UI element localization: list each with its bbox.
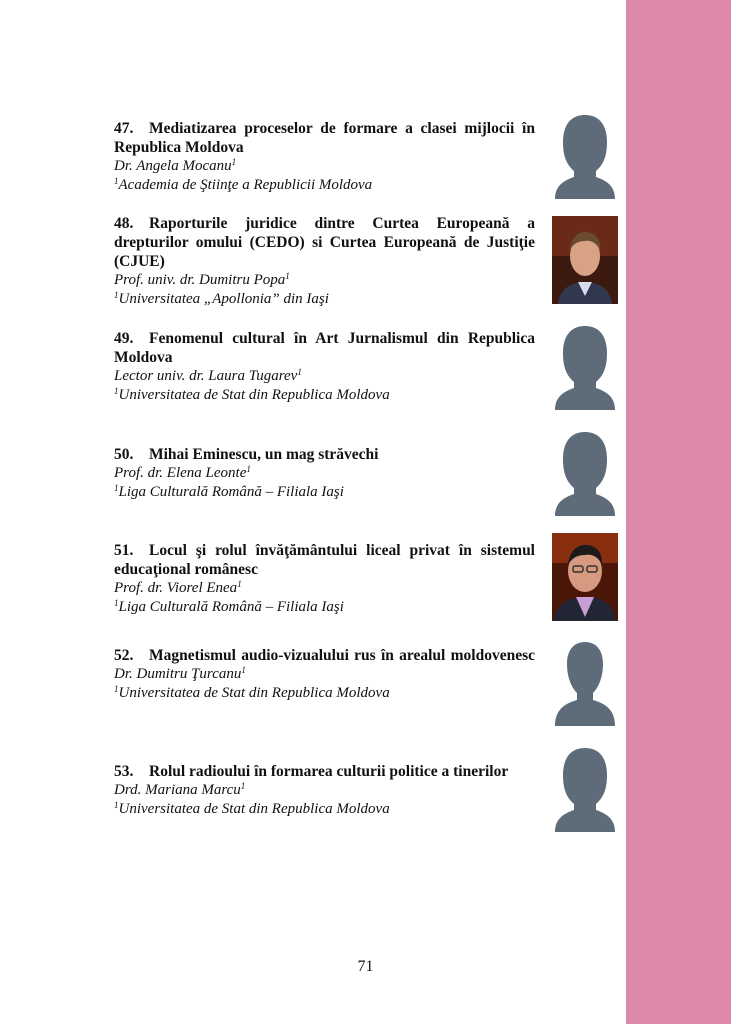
affiliation-name: Universitatea „Apollonia” din Iaşi [118,291,329,307]
footnote-mark: 1 [297,367,302,377]
affiliation-name: Academia de Ştiinţe a Republicii Moldova [118,177,373,193]
footnote-mark: 1 [114,598,119,608]
entry-title [114,119,535,157]
portrait-photo [552,216,618,304]
entry-author [114,579,535,598]
entry-author [114,781,535,800]
author-name: Dr. Dumitru Ţurcanu [114,666,242,682]
entry-affiliation [114,800,535,819]
entry-title-text: Fenomenul cultural în Art Jurnalismul din Republica Moldova [114,330,535,366]
author-name: Prof. dr. Viorel Enea [114,580,238,596]
entry-title-text: Rolul radioului în formarea culturii politice a tinerilor [149,763,509,780]
side-color-band [626,0,731,1024]
affiliation-name: Universitatea de Stat din Republica Moldova [118,685,390,701]
affiliation-name: Liga Culturală Română – Filiala Iaşi [118,599,344,615]
footnote-mark: 1 [246,464,251,474]
affiliation-name: Universitatea de Stat din Republica Moldova [118,801,390,817]
author-name: Drd. Mariana Marcu [114,782,241,798]
list-item [114,119,535,195]
page-number: 71 [357,958,374,975]
entry-author [114,464,535,483]
footnote-mark: 1 [285,271,290,281]
entry-author [114,665,535,684]
entry-affiliation [114,176,535,195]
entry-title [114,329,535,367]
entry-title [114,762,535,781]
entry-number: 53. [114,763,134,780]
entry-title [114,646,535,665]
entry-title-text: Mihai Eminescu, un mag străvechi [149,446,379,463]
entry-number: 49. [114,330,134,347]
footnote-mark: 1 [240,781,246,791]
entry-affiliation [114,684,535,703]
author-name: Prof. dr. Elena Leonte [114,465,247,481]
entry-author [114,367,535,386]
footnote-mark: 1 [241,665,246,675]
male-silhouette-icon [552,638,618,726]
female-silhouette-icon [552,111,618,199]
entry-author [114,157,535,176]
footnote-mark: 1 [237,579,242,589]
entry-affiliation [114,290,535,309]
entry-number: 47. [114,120,134,137]
entry-title [114,445,535,464]
list-item [114,329,535,405]
entry-affiliation [114,483,535,502]
female-silhouette-icon [552,744,618,832]
entry-title-text: Locul şi rolul învăţământului liceal privat în sistemul educaţional românesc [114,542,535,578]
list-item [114,541,535,617]
footnote-mark: 1 [114,800,119,810]
affiliation-name: Liga Culturală Română – Filiala Iaşi [118,484,344,500]
author-name: Dr. Angela Mocanu [114,158,232,174]
list-item [114,762,535,819]
entry-author [114,271,535,290]
female-silhouette-icon [552,428,618,516]
portrait-photo [552,533,618,621]
entry-title-text: Mediatizarea proceselor de formare a clasei mijlocii în Republica Moldova [114,120,535,156]
entry-title [114,214,535,271]
female-silhouette-icon [552,322,618,410]
list-item [114,214,535,309]
list-item [114,445,535,502]
entry-title-text: Raporturile juridice dintre Curtea Europeană a drepturilor omului (CEDO) si Curtea Europeană de Justiţie (CJUE) [114,215,535,270]
footnote-mark: 1 [114,483,119,493]
entry-number: 48. [114,215,134,232]
entry-number: 50. [114,446,134,463]
entry-affiliation [114,598,535,617]
footnote-mark: 1 [231,157,237,167]
entry-affiliation [114,386,535,405]
entry-number: 52. [114,647,134,664]
footnote-mark: 1 [114,684,119,694]
entry-number: 51. [114,542,134,559]
footnote-mark: 1 [114,290,119,300]
author-name: Prof. univ. dr. Dumitru Popa [114,272,286,288]
footnote-mark: 1 [114,176,119,186]
entry-title [114,541,535,579]
author-name: Lector univ. dr. Laura Tugarev [114,368,298,384]
entry-title-text: Magnetismul audio-vizualului rus în arealul moldovenesc [149,647,535,664]
affiliation-name: Universitatea de Stat din Republica Moldova [118,387,390,403]
footnote-mark: 1 [114,386,119,396]
list-item [114,646,535,703]
